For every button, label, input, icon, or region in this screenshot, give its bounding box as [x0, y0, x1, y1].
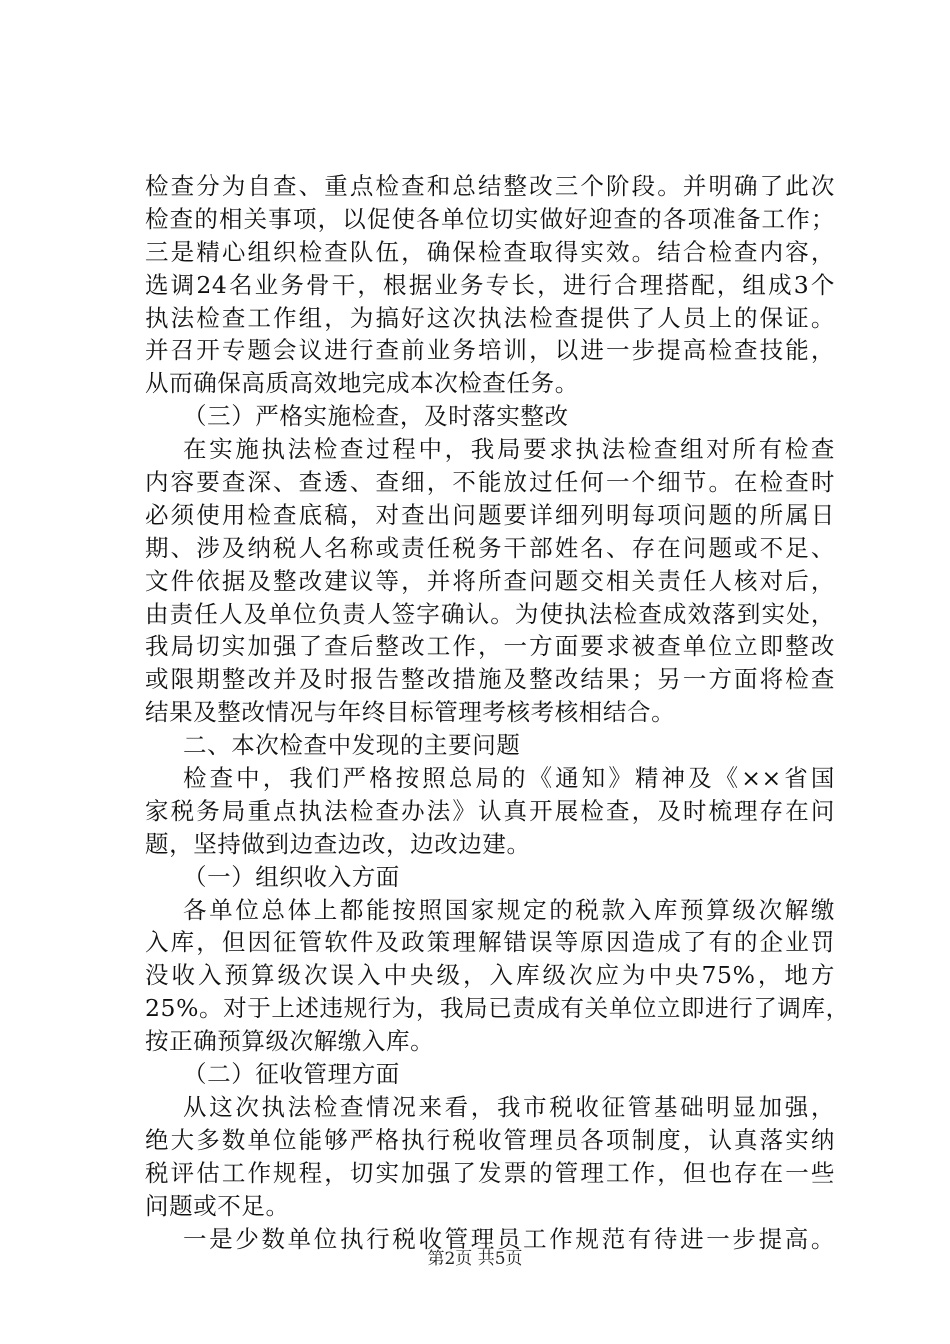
- text-line: 检查的相关事项，以促使各单位切实做好迎查的各项准备工作；: [145, 204, 835, 233]
- text-line: 检查分为自查、重点检查和总结整改三个阶段。并明确了此次: [145, 172, 835, 200]
- text-line: 期、涉及纳税人名称或责任税务干部姓名、存在问题或不足、: [145, 533, 835, 562]
- text-line: 从而确保高质高效地完成本次检查任务。: [145, 369, 579, 398]
- text-line: 绝大多数单位能够严格执行税收管理员各项制度，认真落实纳: [145, 1125, 835, 1154]
- text-line: 或限期整改并及时报告整改措施及整改结果；另一方面将检查: [145, 665, 835, 694]
- section-heading: （二）征收管理方面: [183, 1060, 400, 1089]
- text-line: 三是精心组织检查队伍，确保检查取得实效。结合检查内容，: [145, 237, 835, 266]
- text-line: 入库，但因征管软件及政策理解错误等原因造成了有的企业罚: [145, 928, 835, 957]
- text-line: 各单位总体上都能按照国家规定的税款入库预算级次解缴: [183, 895, 835, 924]
- text-line: 题，坚持做到边查边改，边改边建。: [145, 829, 531, 858]
- text-line: 执法检查工作组，为搞好这次执法检查提供了人员上的保证。: [145, 303, 835, 332]
- text-line: 并召开专题会议进行查前业务培训，以进一步提高检查技能，: [145, 336, 835, 365]
- page-footer: 第2页 共5页: [427, 1249, 523, 1269]
- text-line: 家税务局重点执法检查办法》认真开展检查，及时梳理存在问: [145, 796, 835, 825]
- text-line: 选调24名业务骨干，根据业务专长，进行合理搭配，组成3个: [145, 270, 835, 299]
- text-line: 25%。对于上述违规行为，我局已责成有关单位立即进行了调库，: [145, 994, 850, 1023]
- text-line: 问题或不足。: [145, 1191, 290, 1220]
- text-line: 一是少数单位执行税收管理员工作规范有待进一步提高。: [183, 1224, 835, 1253]
- text-line: 我局切实加强了查后整改工作，一方面要求被查单位立即整改: [145, 632, 835, 661]
- text-line: 从这次执法检查情况来看，我市税收征管基础明显加强，: [183, 1092, 835, 1121]
- text-line: 内容要查深、查透、查细，不能放过任何一个细节。在检查时: [145, 468, 835, 497]
- text-line: 税评估工作规程，切实加强了发票的管理工作，但也存在一些: [145, 1158, 835, 1187]
- text-line: 文件依据及整改建议等，并将所查问题交相关责任人核对后，: [145, 566, 835, 595]
- section-heading: 二、本次检查中发现的主要问题: [183, 731, 521, 760]
- text-line: 由责任人及单位负责人签字确认。为使执法检查成效落到实处，: [145, 599, 835, 628]
- text-line: 在实施执法检查过程中，我局要求执法检查组对所有检查: [183, 435, 835, 464]
- text-line: 没收入预算级次误入中央级，入库级次应为中央75%，地方: [145, 961, 835, 990]
- text-line: 检查中，我们严格按照总局的《通知》精神及《××省国: [183, 764, 835, 793]
- section-heading: （三）严格实施检查，及时落实整改: [183, 402, 569, 431]
- document-body: [145, 170, 850, 1255]
- text-line: 必须使用检查底稿，对查出问题要详细列明每项问题的所属日: [145, 500, 835, 529]
- text-line: 按正确预算级次解缴入库。: [145, 1027, 435, 1056]
- text-line: 结果及整改情况与年终目标管理考核考核相结合。: [145, 698, 676, 727]
- section-heading: （一）组织收入方面: [183, 862, 400, 891]
